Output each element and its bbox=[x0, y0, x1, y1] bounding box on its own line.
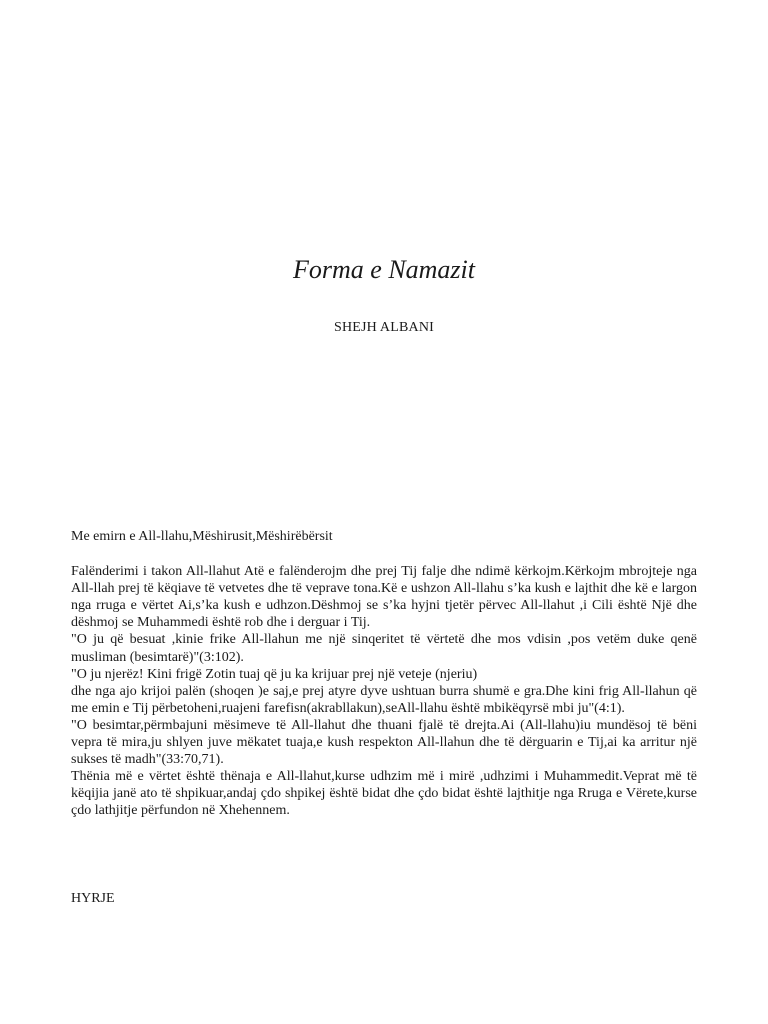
body-line: "O besimtar,përmbajuni mësimeve të All-llahut dhe thuani fjalë të drejta.Ai (All-llahu)iu mundësoj të bëni vepra të mira,ju shlyen juve mëkatet tuaja,e kush respekton All-llahun dhe të dërguarin e Tij,ai ka arritur një sukses të madh"(33:70,71). bbox=[71, 717, 697, 768]
body-paragraph bbox=[71, 563, 697, 819]
document-author: SHEJH ALBANI bbox=[333, 320, 435, 335]
body-line: "O ju njerëz! Kini frigë Zotin tuaj që ju ka krijuar prej një veteje (njeriu) bbox=[71, 666, 478, 682]
body-line: Thënia më e vërtet është thënaja e All-llahut,kurse udhzim më i mirë ,udhzimi i Muhammedit.Veprat më të këqijia janë ato të shpikuar,andaj çdo shpikej është bidat dhe çdo bidat është lajthitje nga Rruga e Vërete,kurse çdo lathjitje përfundon në Xhehennem. bbox=[71, 769, 697, 819]
document-title: Forma e Namazit bbox=[293, 255, 475, 284]
document-body bbox=[71, 528, 697, 820]
body-line: dhe nga ajo krijoi palën (shoqen )e saj,e prej atyre dyve ushtuan burra shumë e gra.Dhe kini frig All-llahun që me emin e Tij përbetoheni,ruajeni farefisn(akrabllakun),seAll-llahu është mbikëqyrsë mbi ju"(4:1). bbox=[71, 683, 697, 716]
section-heading: HYRJE bbox=[71, 891, 115, 906]
body-line: "O ju që besuat ,kinie frike All-llahun me një sinqeritet të vërtetë dhe mos vdisin ,pos vetëm duke qenë musliman (besimtarë)"(3:102). bbox=[71, 632, 697, 665]
body-line: Falënderimi i takon All-llahut Atë e falënderojm dhe prej Tij falje dhe ndimë kërkojm.Kërkojm mbrojteje nga All-llah prej të këqiave të vetvetes dhe të veprave tona.Kë e ushzon All-llahu s’ka kush e lajthit dhe kë e largon nga rruga e vërtet Ai,s’ka kush e udhzon.Dëshmoj se s’ka hyjni tjetër përvec All-llahut ,i Cili është Një dhe dëshmoj se Muhammedi është rob dhe i derguar i Tij. bbox=[71, 564, 697, 631]
basmala-line: Me emirn e All-llahu,Mëshirusit,Mëshirëbërsit bbox=[71, 529, 333, 544]
